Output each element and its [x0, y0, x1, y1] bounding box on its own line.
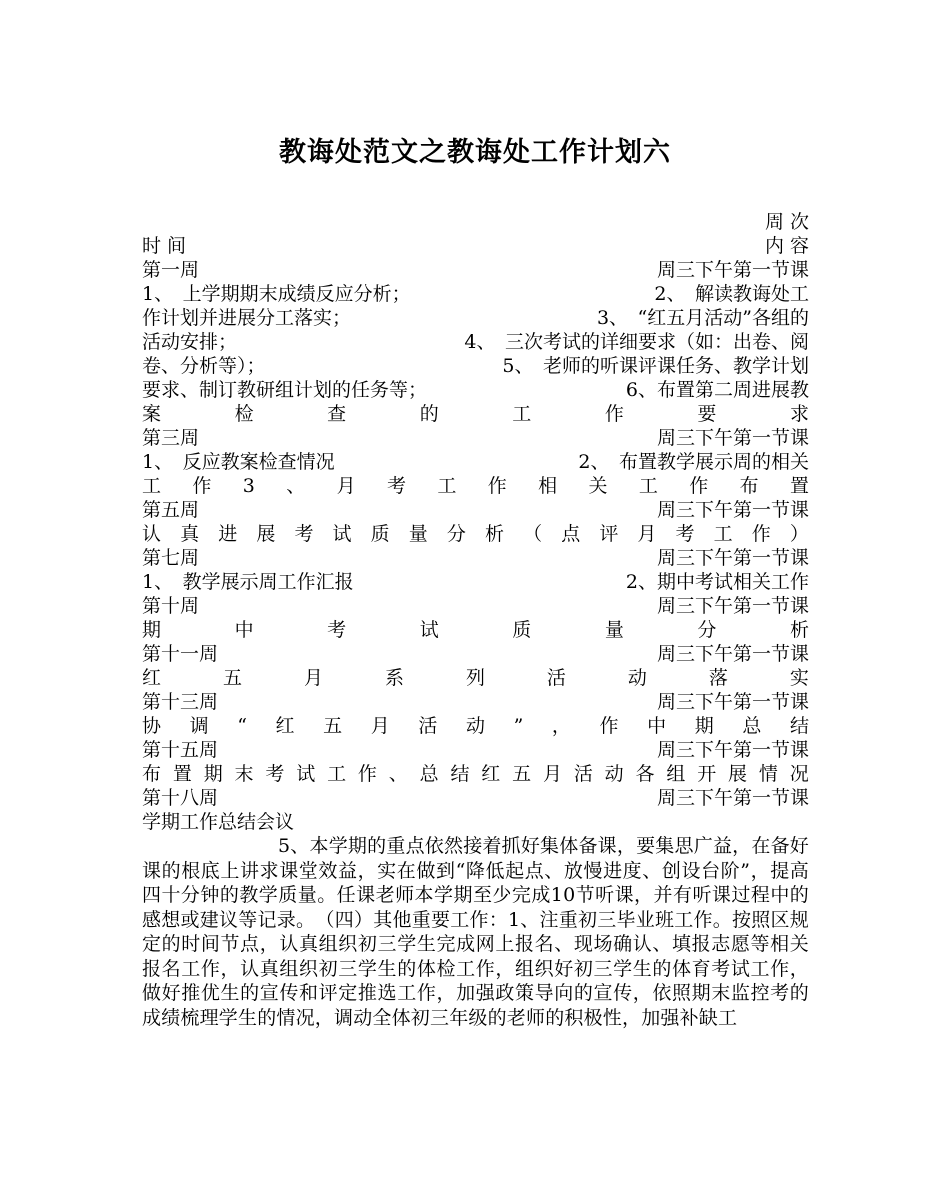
row-content-segment: 1、 反应教案检查情况	[142, 451, 335, 473]
row-content-line	[142, 450, 809, 474]
row-content-line	[142, 354, 809, 378]
row-content-segment: 活动安排；	[142, 331, 238, 353]
row-time: 周三下午第一节课	[656, 595, 809, 617]
row-week: 第七周	[142, 547, 200, 569]
schedule-row-header	[142, 426, 809, 450]
row-content-segment: 2、 解读教诲处工	[654, 283, 809, 305]
row-plain-content: 学期工作总结会议	[142, 811, 295, 833]
header-content-label: 内 容	[764, 235, 809, 257]
row-time: 周三下午第一节课	[656, 691, 809, 713]
row-spread-content: 工 作 3 、 月 考 工 作 相 关 工 作 布 置	[142, 475, 809, 497]
row-spread-content: 案 检 查 的 工 作 要 求	[142, 403, 809, 425]
row-week: 第十三周	[142, 691, 219, 713]
row-content-segment: 作计划并进展分工落实；	[142, 307, 352, 329]
row-content-segment: 6、布置第二周进展教	[625, 379, 809, 401]
schedule-row-header	[142, 594, 809, 618]
row-content-segment: 要求、制订教研组计划的任务等；	[142, 379, 428, 401]
schedule-rows	[142, 258, 809, 834]
row-week: 第三周	[142, 427, 200, 449]
schedule-row-header	[142, 546, 809, 570]
row-time: 周三下午第一节课	[656, 643, 809, 665]
row-content-segment: 卷、分析等）；	[142, 355, 266, 377]
row-content-line	[142, 570, 809, 594]
header-line	[142, 234, 809, 258]
row-content-line	[142, 378, 809, 402]
row-spread-content: 红 五 月 系 列 活 动 落 实	[142, 667, 809, 689]
header-time-label: 时 间	[142, 235, 187, 257]
schedule-row-header	[142, 258, 809, 282]
row-spread-content: 协 调 “ 红 五 月 活 动 ” ， 作 中 期 总 结	[142, 715, 809, 737]
row-content-line	[142, 306, 809, 330]
row-content-segment: 2、 布置教学展示周的相关	[578, 451, 809, 473]
header-week-label-line	[142, 210, 809, 234]
row-week: 第十周	[142, 595, 200, 617]
body-paragraph-text: 5、本学期的重点依然接着抓好集体备课，要集思广益，在备好课的根底上讲求课堂效益，实在做到“降低起点、放慢进度、创设台阶”，提高四十分钟的教学质量。任课老师本学期至少完成10节听课，并有听课过程中的感想或建议等记录。 （四）其他重要工作：1、注重初三毕业班工作。按照区规定的时间节点，认真组织初三学生完成网上报名、现场确认、填报志愿等相关报名工作，认真组织初三学生的体检工作，组织好初三学生的体育考试工作，做好推优生的宣传和评定推选工作，加强政策导向的宣传，依照期末监控考的成绩梳理学生的情况，调动全体初三年级的老师的积极性，加强补缺工	[142, 835, 809, 1029]
row-week: 第一周	[142, 259, 200, 281]
row-spread-content: 认 真 进 展 考 试 质 量 分 析 （ 点 评 月 考 工 作 ）	[142, 523, 809, 545]
document-title: 教诲处范文之教诲处工作计划六	[279, 137, 671, 168]
schedule-row-header	[142, 498, 809, 522]
row-time: 周三下午第一节课	[656, 427, 809, 449]
row-week: 第十一周	[142, 643, 219, 665]
schedule-row-header	[142, 786, 809, 810]
row-content-segment: 5、 老师的听课评课任务、教学计划	[502, 355, 809, 377]
row-spread-content: 期 中 考 试 质 量 分 析	[142, 619, 809, 641]
header-week-label: 周 次	[764, 211, 809, 233]
schedule-row-header	[142, 642, 809, 666]
row-time: 周三下午第一节课	[656, 547, 809, 569]
row-content-segment: 2、期中考试相关工作	[625, 571, 809, 593]
row-time: 周三下午第一节课	[656, 259, 809, 281]
row-time: 周三下午第一节课	[656, 787, 809, 809]
schedule-body	[142, 210, 809, 1030]
row-content-segment: 1、 上学期期末成绩反应分析；	[142, 283, 411, 305]
schedule-row-header	[142, 690, 809, 714]
row-week: 第十五周	[142, 739, 219, 761]
row-content-segment: 4、 三次考试的详细要求（如：出卷、阅	[464, 331, 809, 353]
row-time: 周三下午第一节课	[656, 739, 809, 761]
row-time: 周三下午第一节课	[656, 499, 809, 521]
row-content-segment: 3、 “红五月活动”各组的	[596, 307, 809, 329]
row-content-line	[142, 282, 809, 306]
row-content-segment: 1、 教学展示周工作汇报	[142, 571, 354, 593]
row-spread-content: 布 置 期 末 考 试 工 作 、 总 结 红 五 月 活 动 各 组 开 展 情 况	[142, 763, 809, 785]
schedule-row-header	[142, 738, 809, 762]
row-week: 第五周	[142, 499, 200, 521]
row-content-line	[142, 330, 809, 354]
body-paragraph	[142, 834, 809, 1030]
row-week: 第十八周	[142, 787, 219, 809]
